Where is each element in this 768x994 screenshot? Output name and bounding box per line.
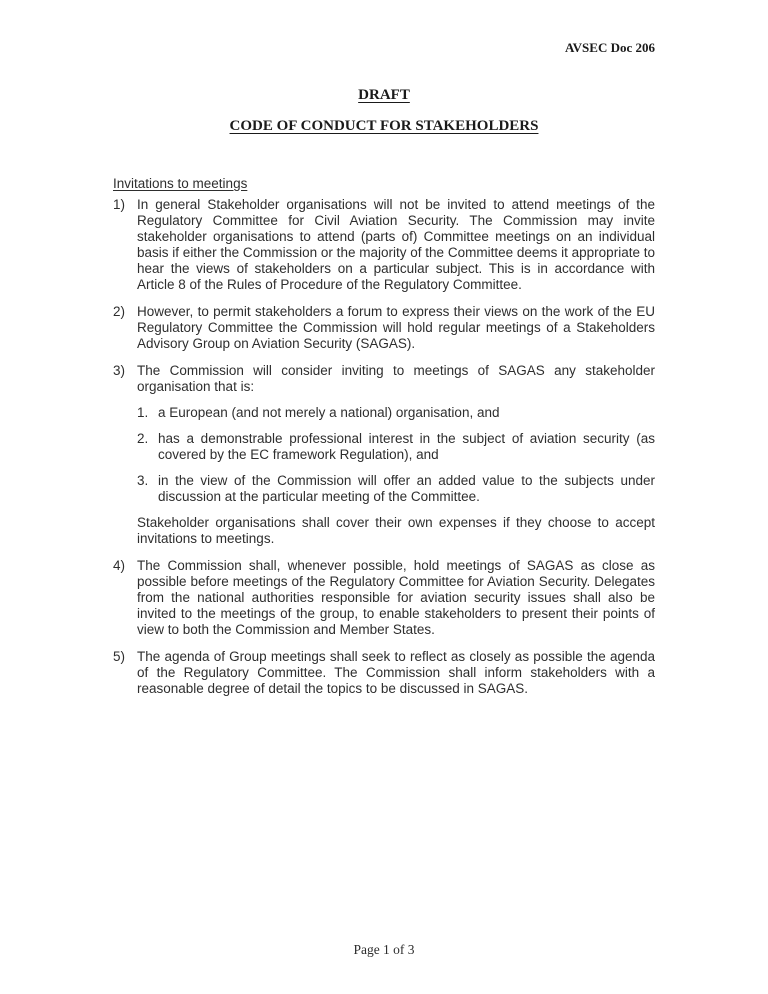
numbered-list — [113, 197, 655, 697]
list-item-4 — [113, 558, 655, 638]
sub-list-item-3 — [137, 473, 655, 505]
doc-title-draft: DRAFT — [358, 87, 410, 103]
list-item-2 — [113, 304, 655, 352]
list-item-number: 5) — [113, 649, 126, 664]
sub-item-text: a European (and not merely a national) organisation, and — [158, 405, 500, 420]
list-item-number: 1) — [113, 197, 126, 212]
doc-title-main: CODE OF CONDUCT FOR STAKEHOLDERS — [229, 118, 539, 134]
sub-item-number: 1. — [137, 405, 149, 420]
list-item-3 — [113, 363, 655, 547]
sub-item-text: in the view of the Commission will offer an added value to the subjects under discussion at the particular meeting of the Committee. — [158, 473, 655, 504]
list-item-paragraph: In general Stakeholder organisations will not be invited to attend meetings of the Regulatory Committee for Civil Aviation Security. The Commission may invite stakeholder organisations to attend (parts of) Committee meetings on an individual basis if either the Commission or the majority of the Committee deems it appropriate to hear the views of stakeholders on a particular subject. This is in accordance with Article 8 of the Rules of Procedure of the Regulatory Committee. — [137, 197, 655, 292]
continuation-paragraph: Stakeholder organisations shall cover their own expenses if they choose to accept invitations to meetings. — [137, 515, 655, 546]
sub-item-text: has a demonstrable professional interest in the subject of aviation security (as covered by the EC framework Regulation), and — [158, 431, 655, 462]
list-item-number: 3) — [113, 363, 126, 378]
sub-item-number: 3. — [137, 473, 149, 488]
sub-item-number: 2. — [137, 431, 149, 446]
sub-list-item-1 — [137, 405, 655, 421]
doc-reference: AVSEC Doc 206 — [564, 40, 655, 55]
list-item-paragraph: The agenda of Group meetings shall seek to reflect as closely as possible the agenda of the Regulatory Committee. The Commission shall inform stakeholders with a reasonable degree of detail the topics to be discussed in SAGAS. — [137, 649, 655, 696]
section-heading: Invitations to meetings — [113, 176, 248, 191]
list-item-body — [137, 649, 655, 697]
sub-list-item-2 — [137, 431, 655, 463]
list-item-1 — [113, 197, 655, 293]
list-item-5 — [113, 649, 655, 697]
list-item-body — [137, 558, 655, 638]
list-item-body — [137, 363, 655, 547]
list-item-number: 2) — [113, 304, 126, 319]
list-item-paragraph: However, to permit stakeholders a forum to express their views on the work of the EU Regulatory Committee the Commission will hold regular meetings of a Stakeholders Advisory Group on Aviation Security (SAGAS). — [137, 304, 655, 351]
list-item-body — [137, 304, 655, 352]
list-item-paragraph: The Commission will consider inviting to meetings of SAGAS any stakeholder organisation that is: — [137, 363, 655, 394]
list-item-paragraph: The Commission shall, whenever possible, hold meetings of SAGAS as close as possible before meetings of the Regulatory Committee for Aviation Security. Delegates from the national authorities responsible for aviation security issues shall also be invited to the meetings of the group, to enable stakeholders to present their points of view to both the Commission and Member States. — [137, 558, 655, 637]
page-number: Page 1 of 3 — [353, 942, 415, 957]
list-item-number: 4) — [113, 558, 126, 573]
list-item-body — [137, 197, 655, 293]
